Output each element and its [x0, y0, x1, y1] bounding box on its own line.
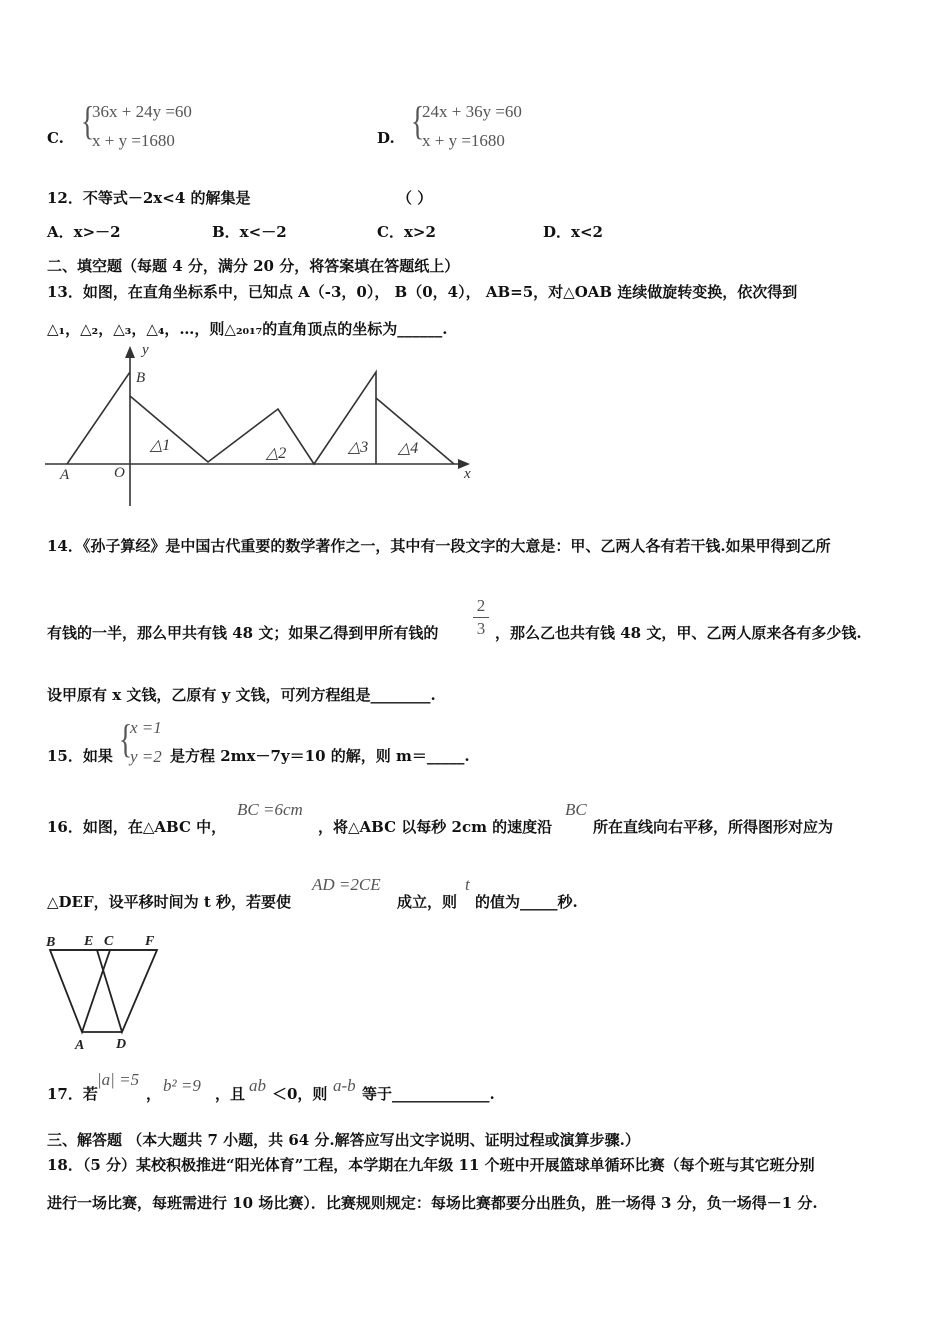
q16-figure [40, 928, 170, 1053]
q12-option-d: D．x<2 [543, 223, 603, 241]
triangle-2-label: △2 [266, 445, 287, 462]
q11-option-c-system [78, 98, 238, 160]
point-o-label: O [114, 465, 125, 481]
q14-line2b: ，那么乙也共有钱 48 文，甲、乙两人原来各有多少钱. [495, 624, 862, 642]
q16-line1c: 所在直线向右平移，所得图形对应为 [593, 818, 834, 836]
q14-line2a: 有钱的一半，那么甲共有钱 48 文；如果乙得到甲所有钱的 [47, 624, 439, 642]
q11-d-eq2: x + y =1680 [422, 131, 505, 150]
q18-line1: 18．（5 分）某校积极推进“阳光体育”工程，本学期在九年级 11 个班中开展篮球单循环比赛（每个班与其它班分别 [47, 1156, 815, 1174]
y-axis-arrow-icon [125, 346, 135, 358]
q16-bc: BC [565, 800, 587, 819]
q17-mid: ，且 [215, 1085, 246, 1103]
q17-abs-a: |a| =5 [97, 1070, 140, 1089]
q12-option-a: A．x>－2 [47, 223, 121, 241]
point-d-label: D [116, 1037, 127, 1052]
brace-icon: { [118, 716, 133, 761]
q12-paren: （ ） [397, 189, 433, 207]
section2-heading: 二、填空题（每题 4 分，满分 20 分，将答案填在答题纸上） [47, 257, 460, 275]
q11-option-d-label: D. [377, 129, 395, 147]
q13-line1: 13．如图，在直角坐标系中，已知点 A（-3，0）， B（0，4）， AB=5，对△OAB 连续做旋转变换，依次得到 [47, 283, 798, 301]
q11-c-eq2: x + y =1680 [92, 131, 175, 150]
q16-t: t [465, 875, 470, 894]
q11-c-eq1: 36x + 24y =60 [92, 102, 192, 121]
q12-stem: 12．不等式－2x<4 的解集是 [47, 189, 251, 207]
point-e-label: E [84, 934, 94, 949]
point-b-label: B [46, 935, 56, 950]
q17-lt: ＜0，则 [272, 1085, 328, 1103]
q15-suffix: 是方程 2mx－7y＝10 的解，则 m＝_____. [170, 747, 470, 765]
q14-line3: 设甲原有 x 文钱，乙原有 y 文钱，可列方程组是________. [47, 686, 436, 704]
triangle-1-label: △1 [150, 437, 171, 454]
q16-line1a: 16．如图，在△ABC 中， [47, 818, 227, 836]
point-a-label: A [75, 1038, 85, 1053]
q16-bc-eq: BC =6cm [237, 800, 303, 819]
triangle-4-label: △4 [398, 440, 419, 457]
y-axis-label: y [142, 342, 149, 358]
point-c-label: C [104, 934, 114, 949]
q15-prefix: 15．如果 [47, 747, 113, 765]
q17-b2: b² =9 [163, 1076, 201, 1095]
q11-option-d-system [408, 98, 568, 160]
q17-ab: ab [249, 1076, 266, 1095]
q16-line1b: ，将△ABC 以每秒 2cm 的速度沿 [318, 818, 553, 836]
q14-line1: 14．《孙子算经》是中国古代重要的数学著作之一，其中有一段文字的大意是：甲、乙两人各有若干钱.如果甲得到乙所 [47, 537, 831, 555]
q17-prefix: 17．若 [47, 1085, 98, 1103]
q13-line2: △₁，△₂，△₃，△₄，…，则△₂₀₁₇的直角顶点的坐标为______. [47, 320, 448, 338]
segment-ab [67, 372, 130, 464]
q11-option-c-label: C. [47, 129, 64, 147]
q15-system [116, 716, 176, 776]
brace-icon: { [410, 98, 425, 143]
q15-eq1: x =1 [130, 718, 162, 737]
point-f-label: F [145, 934, 155, 949]
q16-line2b: 成立，则 [397, 893, 458, 911]
q17-a-minus-b: a-b [333, 1076, 356, 1095]
q12-option-c: C．x>2 [377, 223, 436, 241]
q16-ad-eq: AD =2CE [312, 875, 381, 894]
q17-suffix: 等于_____________. [362, 1085, 495, 1103]
point-b-label: B [136, 370, 146, 386]
q12-option-b: B．x<－2 [212, 223, 287, 241]
point-a-label: A [60, 467, 70, 483]
q16-line2a: △DEF，设平移时间为 t 秒，若要使 [47, 893, 292, 911]
q11-d-eq1: 24x + 36y =60 [422, 102, 522, 121]
brace-icon: { [80, 98, 95, 143]
q16-line2c: 的值为_____秒. [475, 893, 578, 911]
q13-figure [40, 340, 480, 510]
q14-fraction-num: 2 [476, 596, 486, 615]
q18-line2: 进行一场比赛，每班需进行 10 场比赛）．比赛规则规定：每场比赛都要分出胜负，胜一场得 3 分，负一场得－1 分. [47, 1194, 818, 1212]
section3-heading: 三、解答题 （本大题共 7 小题，共 64 分.解答应写出文字说明、证明过程或演算步骤.） [47, 1131, 640, 1149]
q17-sep1: ， [146, 1085, 162, 1103]
q14-fraction-den: 3 [476, 619, 486, 638]
x-axis-label: x [464, 466, 471, 482]
q15-eq2: y =2 [130, 747, 162, 766]
q14-fraction [473, 596, 489, 639]
triangle-3-label: △3 [348, 439, 369, 456]
